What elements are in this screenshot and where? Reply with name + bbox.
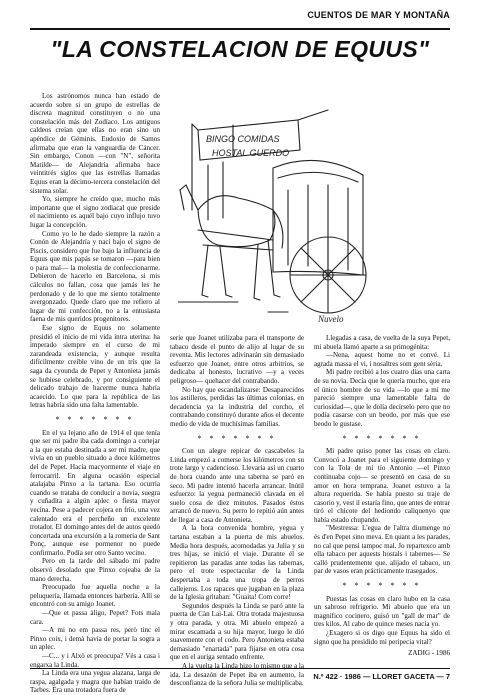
paragraph: Puestas las cosas en claro hubo en la casa un sabroso refrigerio. Mi abuelo que era un magnífico cocinero, guisó un "gall de mar" de tres kilos. Al cabo de quince meses nacía yo. <box>314 594 450 629</box>
paragraph: A la hora convenida hombre, yegua y tartana estaban a la puerta de mis abuelos. Media hora después, acomodadas ya Julia y su tres hijas, se inició el viaje. Durante él se repitieron las paradas ante todas las tabernas, pero el trote espectacular de la Linda despertaba a toda una tropa de perros callejeros. Los rapaces que jugaban en la plaza de la Iglesia gritaban: "Guaita! Com corre! <box>170 524 304 602</box>
paragraph: En el ya lejano año de 1914 el que tenía que ser mi padre iba cada domingo a cortejar a la que estaba destinada a ser mi madre, que vivía en un pueblo situado a doce kilómetros del de Pepet. Hacía macyormente el viaje en ferrocarril. En alguna ocasión especial atalajaba Pinxo a la tartana. Eso ocurría cuando se trataba de conducir a novia, suegra y cuñadita a algún aplec o fiesta mayor vecina. Pese a padecer cojera en frío, una vez calentado era el percheño un excelente trotador. El domingo antes del de autos quedó concertada una excursión a la romería de Sant Ponç, aunque ese pormenor no puede confirmarlo. Podía ser otro Santo vecino. <box>30 428 160 557</box>
paragraph: —C... y i Alxò et preocupa? Vés a casa i engarxa la Linda. <box>30 652 160 669</box>
column-left <box>30 92 160 695</box>
paragraph: Segundos después la Linda se paró ante la puerta de Càn Lai-Lai. Otra trotada majestuosa y otra parada, y otra. Mi abuelo empezó a mirar escamada a su hija mayor, luego le dió suavemente con el codo. Pero Antonieta estaba demasiado "enartada" para fijarse en otra cosa que en el auriga sentado enfrente. <box>170 601 304 662</box>
page-header <box>30 10 450 30</box>
sign-text-line2: HOSTAL GUERDO <box>212 148 290 158</box>
paragraph: —Que et passa àligo, Pepet? Fots mala cara. <box>30 609 160 626</box>
paragraph: Mi padre recibió a los cuatro días una carta de su novia. Decía que le quería mucho, que era el único hombre de su vida —lo que a mí me pareció siempre una lamentable falta de curiosidad—, que le dolía decírselo pero que no podía casarse con un beodo, por más que ese beodo le gustase. <box>314 368 450 428</box>
paragraph: Con un alegre repicar de cascabeles la Linda empezó a comerse los kilómetros con su trote largo y cadencioso. Llevaría así un cuarto de hora cuando ante una taberna se paró en seco. Mi padre intentó hacerla arrancar. Inútil esfuerzo: la yegua permaneció clavada en el suelo cosa de diez minutos. Pasados éstos arrancó de nuevo. Su perro lo repitió aún antes de llegar a casa de Antonieta. <box>170 447 304 524</box>
author-signature: ZADIG - 1986 <box>408 649 450 658</box>
paragraph: Llegadas a casa, de vuelta de la suya Pepet, mi abuela llamó aparte a su primogénita: <box>314 334 450 351</box>
section-separator: * * * * * * * <box>197 433 277 443</box>
paragraph: —A mi no em passa res, però tinc el Pinxo coix, i demà havia de portar la sogra a un aplec. <box>30 626 160 652</box>
page-footer <box>30 668 450 683</box>
section-separator: * * * * * * * <box>342 433 422 443</box>
paragraph: Pero en la tarde del sábado mi padre observó desolado que Pinxo cojeaba de la mano derecha. <box>30 557 160 583</box>
paragraph: Mi padre quiso poner las cosas en claro. Convocó a Joanet para el siguiente domingo y con la Tola de mi tío Antonio —el Pinxo continuaba cojo— se presentó en casa de su amor en hora temprana. Joanet estuvo a la altura requerida. Se había puesto su traje de casorio y, vest il estaría fino, que antes de entrar tiró el chicote del hediondo caliquenyo que había estado chupando. <box>314 447 450 524</box>
paragraph: Ese signo de Equus no solamente presidió el inicio de mi vida intra uterina: ha imperado siempre en el curso de mi zarandeada existencia, y aunque resulta difícilmente creíble vino de un trís que la saga da cyounda de Pepet y Antonieta jamás se hubiese celebrado, y por consiguiente el delicado trabajo de hacerme nunca habría acaecido. Lo que para la república de las letras habría sido una falta lamentable. <box>30 324 160 410</box>
paragraph: —Nena, aquest home no et convé. Li agrada massa el vi, i nosaltres som gent sèria. <box>314 351 450 368</box>
paragraph: Yo, siempre he creído que, mucho más importante que el signo zodiacal que preside el nacimiento es aquél bajo cuyo influjo tuvo lugar la concepción. <box>30 195 160 229</box>
paragraph: Como yo le he dado siempre la razón a Conón de Alejandría y nací bajo el signo de Piscis, considero que fue bajo la influencia de Equus que mis papás se tomaron —para bien o para mal— la molestia de confeccionarme. Debieron de hacerlo en Barcelona, si mis cálculos no fallan, cosa que jamás les he perdonado y de lo que me siento totalmente avergonzado. Quede claro que me refiero al lugar de mi confección, no a la entusiasta faena de mis queridos progenitores. <box>30 229 160 324</box>
paragraph: "Mestressa: L'egua de l'altra diumenge no és d'en Pepet sino meva. En quant a les parades, no cal que pensi tampoc mal. Jo repartexco amb ella tabaco per aquests hostals i tabernes— Se calló prudentemente que, alijado el tabaco, un par de vasos eran prácticamente trasegados. <box>314 524 450 576</box>
column-right <box>314 334 450 664</box>
column-middle <box>170 334 304 688</box>
sign-text-line1: BINGO COMIDAS <box>206 134 280 144</box>
section-separator: * * * * * * * <box>55 414 135 424</box>
paragraph: Preocupado fue aquella noche a la peluquería, llamada entonces barbería. Allí se encontró con su amigo Joanet. <box>30 583 160 609</box>
section-separator: * * * * * * * <box>342 581 422 591</box>
article-title: "LA CONSTELACION DE EQUUS" <box>50 36 430 62</box>
paragraph: ¿Exagero si os digo que Equus ha sido el signo que ha presidido mi peripecia vital? <box>314 629 450 646</box>
paragraph: Los astrónomos nunca han estado de acuerdo sobre si un grupo de estrellas de discreta magnitud constituyen o no una constelación más del Zodíaco. Los antiguos caldeos creían que ellas no eran sino un apéndice de Géminis. Eudoxio de Samos afirmaba que eran la vanguardia de Cáncer. Sin embargo, Conon —con "N", señorita Matilde— de Alejandría afirmaba hace veintitrés siglos que las estrellas llamadas Equus eran la décimo-tercera constelación del sistema solar. <box>30 92 160 195</box>
paragraph: La Linda era una yegua alazana, larga de raspa, agalgada y magra que habían traído de Tarbes. Era una trotadora fuera de <box>30 669 160 695</box>
page-info: N.º 422 · 1986 — LLORET GACETA — 7 <box>313 672 450 681</box>
paragraph: No hay que escandalizarse: Desaparecidos los astilleros, perdidas las últimas colonias, en decadencia ya la industria del corcho, el contrabando constituyó durante años el decente medio de vida de muchísimas familias. <box>170 385 304 428</box>
section-label: CUENTOS DE MAR Y MONTAÑA <box>307 10 450 20</box>
paragraph: A la vuelta la Linda hizo lo mismo que a la ida. La desazón de Pepet iba en aumento, la desconfianza de la señora Julia se multiplicaba. <box>170 661 304 688</box>
horse-cart-illustration <box>178 90 368 328</box>
artist-signature: Nuvelo <box>318 314 344 324</box>
paragraph: serie que Joanet utilizaba para el transporte de tabaco desde el punto de alijo al lugar de su reventa. Mis lectores adivinarán sin demasiado esfuerzo que Joanet, entre otros arbitrios, se dedicaba al honesto, lucrativo —y a veces peligroso— quehacer del contrabando. <box>170 334 304 385</box>
